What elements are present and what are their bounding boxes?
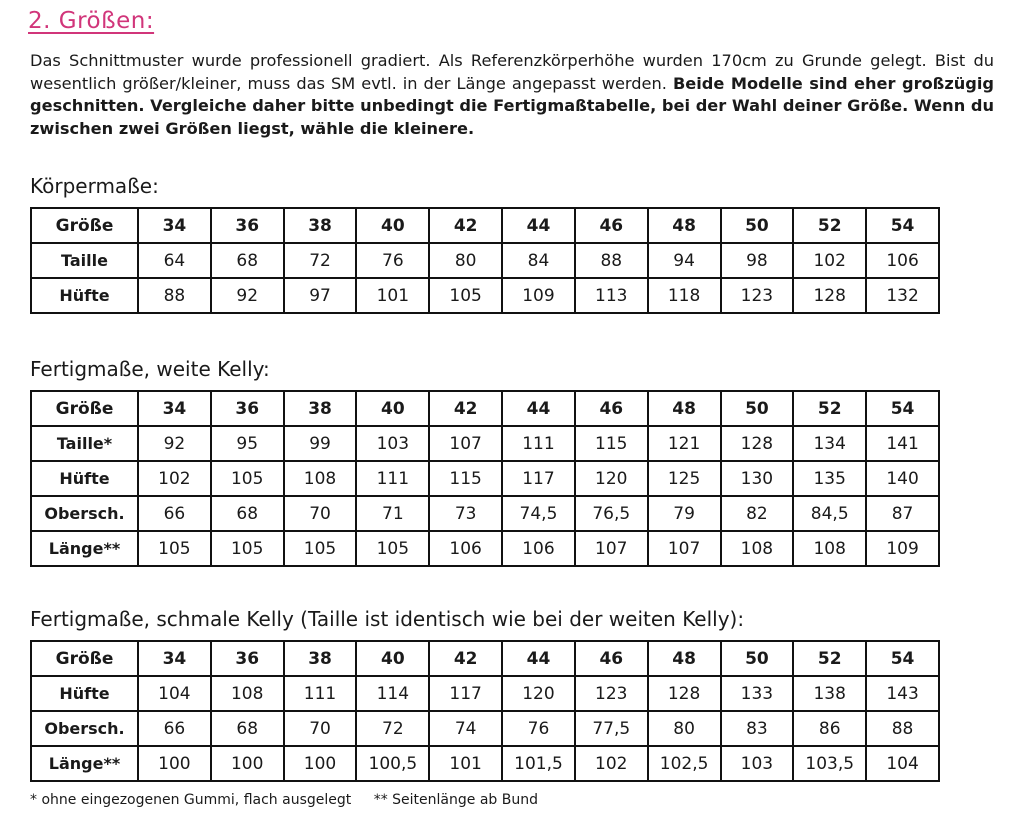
- value-cell: 101: [429, 746, 502, 781]
- size-header-cell: 34: [138, 208, 211, 243]
- size-header-cell: 34: [138, 641, 211, 676]
- size-header-cell: 54: [866, 641, 939, 676]
- row-label-cell: Länge**: [31, 746, 138, 781]
- value-cell: 121: [648, 426, 721, 461]
- table-row: [31, 746, 939, 781]
- row-label-cell: Länge**: [31, 531, 138, 566]
- table-row: [31, 278, 939, 313]
- value-cell: 108: [721, 531, 794, 566]
- size-header-cell: 36: [211, 641, 284, 676]
- value-cell: 98: [721, 243, 794, 278]
- size-header-cell: 48: [648, 641, 721, 676]
- value-cell: 83: [721, 711, 794, 746]
- size-header-cell: 38: [284, 641, 357, 676]
- value-cell: 106: [866, 243, 939, 278]
- size-header-cell: 50: [721, 208, 794, 243]
- value-cell: 74: [429, 711, 502, 746]
- table-title-weite-kelly: Fertigmaße, weite Kelly:: [30, 357, 270, 381]
- size-header-cell: 40: [356, 641, 429, 676]
- size-header-cell: 48: [648, 391, 721, 426]
- value-cell: 117: [502, 461, 575, 496]
- value-cell: 128: [793, 278, 866, 313]
- value-cell: 68: [211, 496, 284, 531]
- value-cell: 105: [211, 531, 284, 566]
- size-header-cell: 44: [502, 208, 575, 243]
- row-label-cell: Taille*: [31, 426, 138, 461]
- value-cell: 74,5: [502, 496, 575, 531]
- header-label-cell: Größe: [31, 208, 138, 243]
- value-cell: 71: [356, 496, 429, 531]
- table-header-row: [31, 208, 939, 243]
- size-header-cell: 38: [284, 391, 357, 426]
- value-cell: 133: [721, 676, 794, 711]
- value-cell: 111: [502, 426, 575, 461]
- size-header-cell: 54: [866, 208, 939, 243]
- value-cell: 102: [575, 746, 648, 781]
- value-cell: 64: [138, 243, 211, 278]
- intro-text: Das Schnittmuster wurde professionell gradiert. Als Referenzkörperhöhe wurden 170cm zu Grunde gelegt. Bist du wesentlich größer/kleiner, muss das SM evtl. in der Länge angepasst werden.: [30, 51, 994, 93]
- value-cell: 128: [648, 676, 721, 711]
- value-cell: 111: [284, 676, 357, 711]
- value-cell: 143: [866, 676, 939, 711]
- header-label-cell: Größe: [31, 641, 138, 676]
- value-cell: 102: [793, 243, 866, 278]
- table-koerpermasse: [30, 207, 940, 314]
- size-header-cell: 44: [502, 641, 575, 676]
- size-header-cell: 34: [138, 391, 211, 426]
- value-cell: 100,5: [356, 746, 429, 781]
- section-heading: 2. Größen:: [28, 8, 155, 34]
- value-cell: 138: [793, 676, 866, 711]
- row-label-cell: Obersch.: [31, 496, 138, 531]
- table-header-row: [31, 641, 939, 676]
- value-cell: 95: [211, 426, 284, 461]
- intro-bold-text: Beide Modelle sind eher großzügig geschnitten. Vergleiche daher bitte unbedingt die Fertigmaßtabelle, bei der Wahl deiner Größe. Wenn du zwischen zwei Größen liegst, wähle die kleinere.: [30, 73, 994, 138]
- value-cell: 88: [138, 278, 211, 313]
- table-row: [31, 531, 939, 566]
- value-cell: 113: [575, 278, 648, 313]
- value-cell: 105: [356, 531, 429, 566]
- value-cell: 105: [284, 531, 357, 566]
- value-cell: 109: [502, 278, 575, 313]
- size-header-cell: 48: [648, 208, 721, 243]
- header-label-cell: Größe: [31, 391, 138, 426]
- value-cell: 76: [356, 243, 429, 278]
- value-cell: 102,5: [648, 746, 721, 781]
- value-cell: 120: [575, 461, 648, 496]
- row-label-cell: Hüfte: [31, 278, 138, 313]
- value-cell: 68: [211, 711, 284, 746]
- value-cell: 101: [356, 278, 429, 313]
- table-row: [31, 496, 939, 531]
- value-cell: 106: [429, 531, 502, 566]
- table-row: [31, 243, 939, 278]
- value-cell: 107: [429, 426, 502, 461]
- value-cell: 70: [284, 711, 357, 746]
- size-header-cell: 46: [575, 641, 648, 676]
- value-cell: 66: [138, 496, 211, 531]
- size-header-cell: 52: [793, 208, 866, 243]
- value-cell: 106: [502, 531, 575, 566]
- value-cell: 107: [648, 531, 721, 566]
- value-cell: 134: [793, 426, 866, 461]
- size-header-cell: 44: [502, 391, 575, 426]
- value-cell: 103: [721, 746, 794, 781]
- row-label-cell: Hüfte: [31, 461, 138, 496]
- value-cell: 104: [138, 676, 211, 711]
- value-cell: 118: [648, 278, 721, 313]
- value-cell: 123: [721, 278, 794, 313]
- value-cell: 103,5: [793, 746, 866, 781]
- value-cell: 70: [284, 496, 357, 531]
- size-header-cell: 36: [211, 208, 284, 243]
- value-cell: 84: [502, 243, 575, 278]
- value-cell: 102: [138, 461, 211, 496]
- value-cell: 132: [866, 278, 939, 313]
- table-row: [31, 461, 939, 496]
- table-title-schmale-kelly: Fertigmaße, schmale Kelly (Taille ist identisch wie bei der weiten Kelly):: [30, 607, 745, 631]
- value-cell: 108: [284, 461, 357, 496]
- size-header-cell: 36: [211, 391, 284, 426]
- value-cell: 104: [866, 746, 939, 781]
- table-title-koerpermasse: Körpermaße:: [30, 174, 159, 198]
- row-label-cell: Hüfte: [31, 676, 138, 711]
- value-cell: 140: [866, 461, 939, 496]
- row-label-cell: Taille: [31, 243, 138, 278]
- value-cell: 123: [575, 676, 648, 711]
- value-cell: 125: [648, 461, 721, 496]
- size-header-cell: 42: [429, 641, 502, 676]
- value-cell: 92: [211, 278, 284, 313]
- table-header-row: [31, 391, 939, 426]
- size-header-cell: 50: [721, 641, 794, 676]
- value-cell: 109: [866, 531, 939, 566]
- value-cell: 82: [721, 496, 794, 531]
- value-cell: 108: [793, 531, 866, 566]
- value-cell: 107: [575, 531, 648, 566]
- footnotes: [30, 792, 538, 808]
- value-cell: 88: [575, 243, 648, 278]
- value-cell: 86: [793, 711, 866, 746]
- value-cell: 77,5: [575, 711, 648, 746]
- size-header-cell: 54: [866, 391, 939, 426]
- size-header-cell: 40: [356, 391, 429, 426]
- value-cell: 80: [648, 711, 721, 746]
- value-cell: 141: [866, 426, 939, 461]
- value-cell: 114: [356, 676, 429, 711]
- value-cell: 108: [211, 676, 284, 711]
- value-cell: 84,5: [793, 496, 866, 531]
- value-cell: 103: [356, 426, 429, 461]
- value-cell: 115: [429, 461, 502, 496]
- value-cell: 72: [284, 243, 357, 278]
- value-cell: 87: [866, 496, 939, 531]
- value-cell: 88: [866, 711, 939, 746]
- value-cell: 94: [648, 243, 721, 278]
- value-cell: 117: [429, 676, 502, 711]
- value-cell: 120: [502, 676, 575, 711]
- value-cell: 72: [356, 711, 429, 746]
- value-cell: 105: [211, 461, 284, 496]
- value-cell: 135: [793, 461, 866, 496]
- size-header-cell: 42: [429, 391, 502, 426]
- table-row: [31, 711, 939, 746]
- value-cell: 100: [211, 746, 284, 781]
- value-cell: 97: [284, 278, 357, 313]
- value-cell: 100: [138, 746, 211, 781]
- value-cell: 101,5: [502, 746, 575, 781]
- value-cell: 99: [284, 426, 357, 461]
- row-label-cell: Obersch.: [31, 711, 138, 746]
- size-header-cell: 52: [793, 391, 866, 426]
- value-cell: 100: [284, 746, 357, 781]
- table-schmale-kelly: [30, 640, 940, 782]
- value-cell: 130: [721, 461, 794, 496]
- value-cell: 115: [575, 426, 648, 461]
- size-header-cell: 50: [721, 391, 794, 426]
- table-row: [31, 676, 939, 711]
- size-header-cell: 42: [429, 208, 502, 243]
- value-cell: 76: [502, 711, 575, 746]
- value-cell: 66: [138, 711, 211, 746]
- table-row: [31, 426, 939, 461]
- value-cell: 92: [138, 426, 211, 461]
- value-cell: 105: [138, 531, 211, 566]
- value-cell: 79: [648, 496, 721, 531]
- footnote-laenge: ** Seitenlänge ab Bund: [373, 792, 538, 808]
- value-cell: 128: [721, 426, 794, 461]
- size-header-cell: 46: [575, 208, 648, 243]
- value-cell: 68: [211, 243, 284, 278]
- value-cell: 111: [356, 461, 429, 496]
- value-cell: 76,5: [575, 496, 648, 531]
- size-header-cell: 40: [356, 208, 429, 243]
- size-header-cell: 52: [793, 641, 866, 676]
- value-cell: 73: [429, 496, 502, 531]
- size-header-cell: 46: [575, 391, 648, 426]
- value-cell: 105: [429, 278, 502, 313]
- footnote-taille: * ohne eingezogenen Gummi, flach ausgelegt: [30, 792, 352, 808]
- table-weite-kelly: [30, 390, 940, 567]
- size-header-cell: 38: [284, 208, 357, 243]
- value-cell: 80: [429, 243, 502, 278]
- intro-paragraph: [30, 50, 994, 140]
